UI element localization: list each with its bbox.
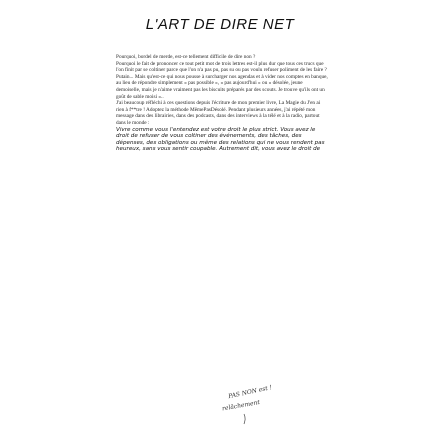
- handwritten-paragraph: Vivre comme vous l'entendez est votre droit le plus strict. Vous avez le droit de refuser de vous coltiner des événements, des tâches, des dépenses, des obligations ou même des relations qui ne vous rendent pas heureux, sans vous sentir coupable. Autrement dit, vous avez le droit de: [116, 126, 325, 153]
- paragraph-2: Pourquoi le fait de prononcer ce tout petit mot de trois lettres est-il plus dur que tous ces trucs que l'on finit par se coltiner parce que l'on n'a pas pu, pas su ou pas voulu refuser poliment de les faire ?: [116, 60, 327, 74]
- doodle-stroke: [244, 414, 245, 424]
- paragraph-3: Putain... Mais qu'est-ce qui nous pousse à surcharger nos agendas et à vider nos comptes en banque, au lieu de répondre simplement « pas possible », « pas aujourd'hui » ou « désolée, jeune demoiselle, mais je n'aime vraiment pas les biscuits préparés par des scouts. Je trouve qu'ils ont un goût de sable moisi »..: [116, 73, 328, 100]
- doodle-line-2: relâchement: [221, 398, 261, 413]
- paragraph-1: Pourquoi, bordel de merde, est-ce tellement difficile de dire non ?: [116, 54, 256, 60]
- paragraph-4: J'ai beaucoup réfléchi à ces questions depuis l'écriture de mon premier livre, La Magie du J'en ai rien à f**tre ! Adoptez la méthode MêmePasDésolé. Pendant plusieurs années, j'ai répété mon message dans des librairies, dans des podcasts, dans des interviews à la télé et à la radio, partout dans le monde :: [116, 100, 321, 126]
- body-text: [116, 54, 328, 153]
- doodle-line-1: PAS NON est !: [227, 384, 273, 401]
- handwritten-doodle: [218, 376, 298, 426]
- page-title: L'ART DE DIRE NET: [145, 16, 295, 33]
